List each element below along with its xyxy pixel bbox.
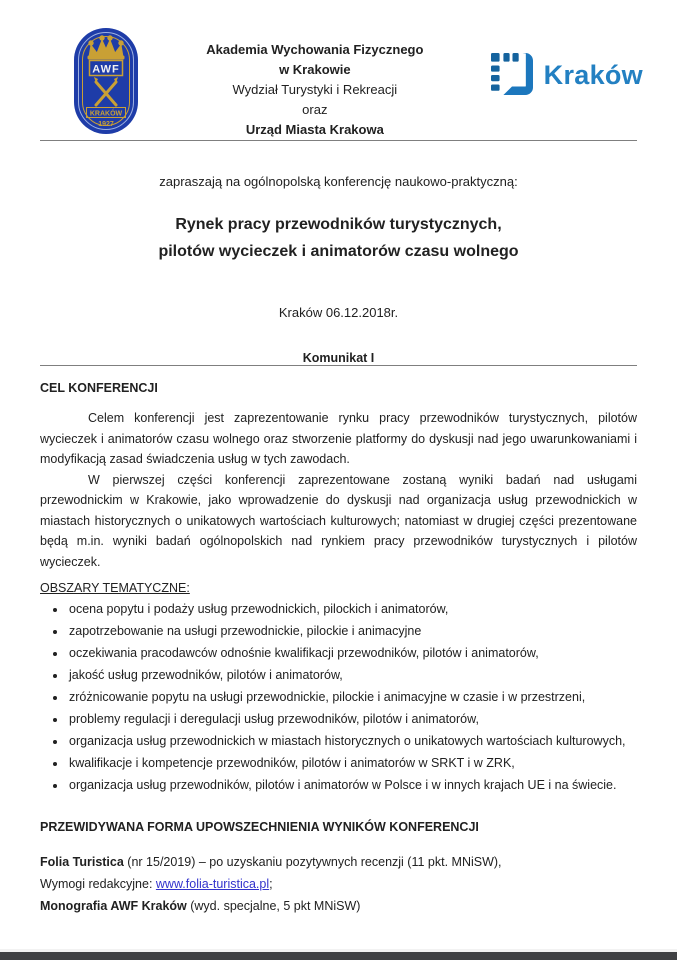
- title-divider: [40, 365, 637, 366]
- folia-turistica-details: (nr 15/2019) – po uzyskaniu pozytywnych recenzji (11 pkt. MNiSW),: [123, 855, 502, 869]
- folia-turistica-name: Folia Turistica: [40, 855, 124, 869]
- list-item: • zapotrzebowanie na usługi przewodnickie, pilockie i animacyjne: [67, 620, 637, 642]
- list-item: • organizacja usług przewodników, pilotów i animatorów w Polsce i w innych krajach UE i na świecie.: [67, 774, 637, 796]
- org-line-oraz: oraz: [302, 102, 328, 117]
- dissemination-heading: PRZEWIDYWANA FORMA UPOWSZECHNIENIA WYNIKÓW KONFERENCJI: [40, 820, 479, 834]
- list-item: • zróżnicowanie popytu na usługi przewodnickie, pilockie i animacyjne w czasie i w przestrzeni,: [67, 686, 637, 708]
- org-line-urzad: Urząd Miasta Krakowa: [245, 122, 384, 137]
- krakow-city-logo: [491, 53, 643, 97]
- document-header: [40, 0, 643, 140]
- goal-heading: CEL KONFERENCJI: [40, 381, 158, 395]
- conference-title-line2: pilotów wycieczek i animatorów czasu wolnego: [158, 243, 519, 260]
- awf-krakow-crest-icon: [73, 27, 139, 140]
- list-item: • organizacja usług przewodnickich w miastach historycznych o unikatowych wartościach kulturowych,: [67, 730, 637, 752]
- list-item: • jakość usług przewodników, pilotów i animatorów,: [67, 664, 637, 686]
- folia-turistica-link[interactable]: www.folia-turistica.pl: [155, 877, 270, 891]
- bulletin-number: Komunikat I: [302, 351, 375, 365]
- goal-paragraph-2: W pierwszej części konferencji zaprezentowane zostaną wyniki badań nad usługami przewodnickim w Krakowie, jako wprowadzenie do dyskusji nad organizacja usług przewodnickich w miastach historycznych o unikatowych wartościach kulturowych; natomiast w drugiej części prezentowane będą m.in. wyniki badań ogólnopolskich nad rynkiem pracy przewodników turystycznych i pilotów wycieczek.: [40, 472, 637, 569]
- topics-heading: OBSZARY TEMATYCZNE:: [40, 581, 190, 595]
- editorial-requirements-suffix: ;: [269, 877, 273, 891]
- org-line-faculty: Wydział Turystyki i Rekreacji: [232, 82, 398, 97]
- invitation-line: zapraszają na ogólnopolską konferencję naukowo-praktyczną:: [159, 174, 518, 189]
- goal-text: [40, 408, 637, 572]
- krakow-logo-wordmark: Kraków: [543, 59, 643, 90]
- monografia-details: (wyd. specjalne, 5 pkt MNiSW): [186, 899, 361, 913]
- svg-text:AWF: AWF: [92, 63, 120, 76]
- editorial-requirements-label: Wymogi redakcyjne:: [40, 877, 156, 891]
- conference-title-line1: Rynek pracy przewodników turystycznych,: [175, 216, 502, 233]
- footer-bar: [0, 952, 677, 960]
- conference-title: [40, 211, 637, 265]
- monografia-line: [40, 895, 637, 917]
- svg-text:KRAKÓW: KRAKÓW: [89, 110, 123, 118]
- svg-text:1927: 1927: [98, 121, 114, 128]
- editorial-requirements-line: [40, 873, 637, 895]
- list-item: • problemy regulacji i deregulacji usług przewodników, pilotów i animatorów,: [67, 708, 637, 730]
- list-item: • ocena popytu i podaży usług przewodnickich, pilockich i animatorów,: [67, 598, 637, 620]
- folia-turistica-line: [40, 851, 637, 873]
- org-line-city: w Krakowie: [279, 62, 351, 77]
- list-item: • kwalifikacje i kompetencje przewodników, pilotów i animatorów w SRKT i w ZRK,: [67, 752, 637, 774]
- krakow-square-icon: [491, 53, 533, 97]
- monografia-name: Monografia AWF Kraków: [40, 899, 187, 913]
- event-date: Kraków 06.12.2018r.: [278, 305, 399, 320]
- organizer-names: [139, 27, 491, 140]
- org-line-academy: Akademia Wychowania Fizycznego: [206, 42, 424, 57]
- header-divider: [40, 140, 637, 141]
- list-item: • oczekiwania pracodawców odnośnie kwalifikacji przewodników, pilotów i animatorów,: [67, 642, 637, 664]
- topics-list: [40, 598, 637, 796]
- goal-paragraph-1: Celem konferencji jest zaprezentowanie rynku pracy przewodników turystycznych, pilotów wycieczek i animatorów czasu wolnego oraz stworzenie platformy do dyskusji nad jego uwarunkowaniami i modyfikacją zasad świadczenia usług w tych zawodach.: [40, 411, 637, 466]
- dissemination-lines: [40, 851, 637, 917]
